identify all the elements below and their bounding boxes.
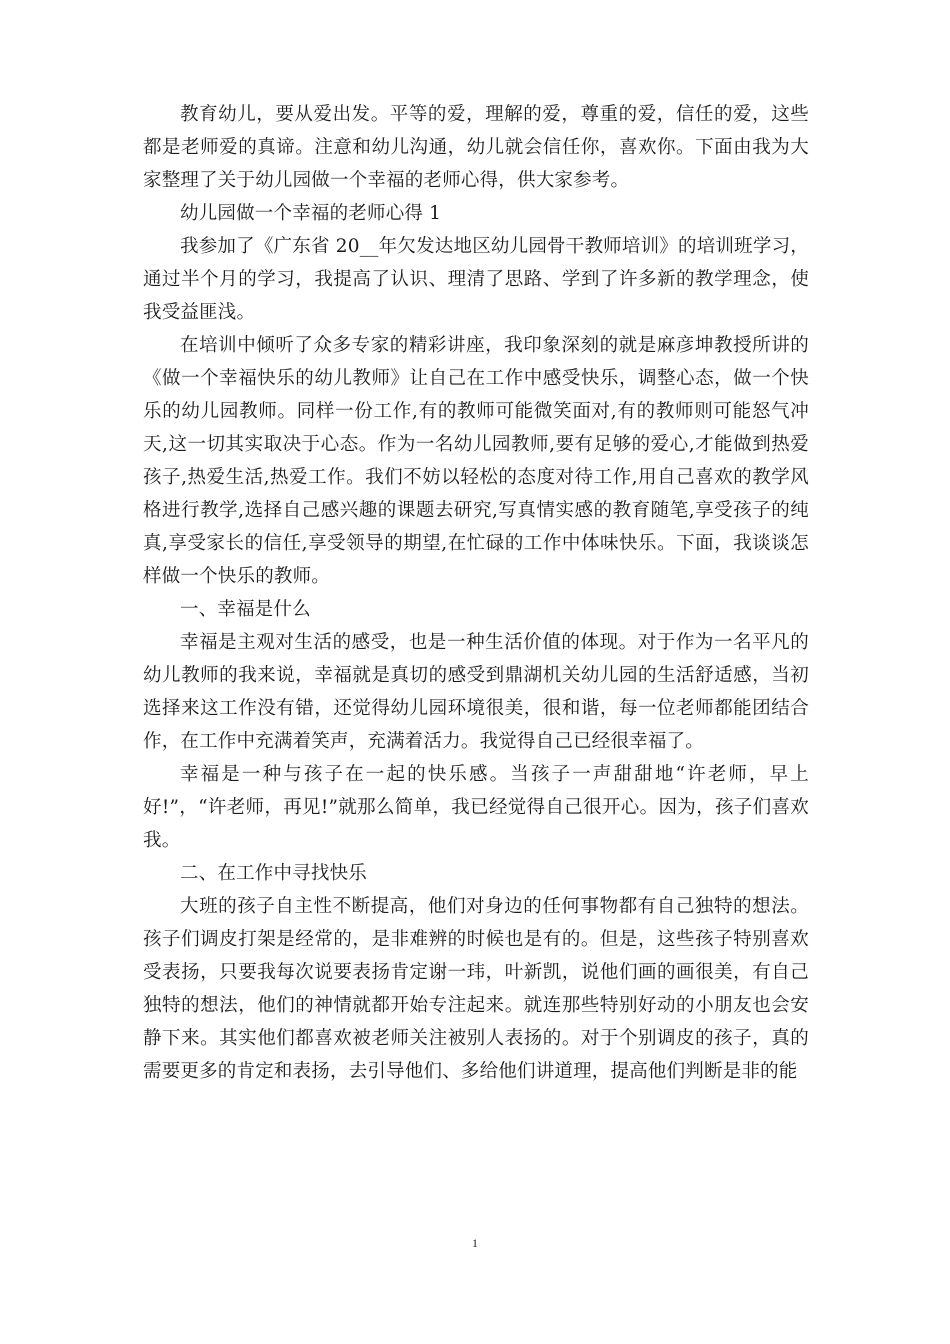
- paragraph-training: 我参加了《广东省 20__年欠发达地区幼儿园骨干教师培训》的培训班学习，通过半个月的学习，我提高了认识、理清了思路、学到了许多新的教学理念，使我受益匪浅。: [143, 236, 809, 323]
- subheading-what-is-happiness: 一、幸福是什么: [180, 599, 311, 620]
- intro-paragraph: 教育幼儿，要从爱出发。平等的爱，理解的爱，尊重的爱，信任的爱，这些都是老师爱的真谛。注意和幼儿沟通，幼儿就会信任你，喜欢你。下面由我为大家整理了关于幼儿园做一个幸福的老师心得，供大家参考。: [143, 104, 809, 191]
- paragraph-happiness-2: 幸福是一种与孩子在一起的快乐感。当孩子一声甜甜地“许老师，早上好!”，“许老师，再见!”就那么简单，我已经觉得自己很开心。因为，孩子们喜欢我。: [143, 764, 809, 851]
- paragraph-lecture: 在培训中倾听了众多专家的精彩讲座，我印象深刻的就是麻彦坤教授所讲的《做一个幸福快乐的幼儿教师》让自己在工作中感受快乐，调整心态，做一个快乐的幼儿园教师。同样一份工作,有的教师可能微笑面对,有的教师则可能怒气冲天,这一切其实取决于心态。作为一名幼儿园教师,要有足够的爱心,才能做到热爱孩子,热爱生活,热爱工作。我们不妨以轻松的态度对待工作,用自己喜欢的教学风格进行教学,选择自己感兴趣的课题去研究,写真情实感的教育随笔,享受孩子的纯真,享受家长的信任,享受领导的期望,在忙碌的工作中体味快乐。下面，我谈谈怎样做一个快乐的教师。: [143, 335, 809, 587]
- paragraph-happiness-1: 幸福是主观对生活的感受，也是一种生活价值的体现。对于作为一名平凡的幼儿教师的我来说，幸福就是真切的感受到鼎湖机关幼儿园的生活舒适感，当初选择来这工作没有错，还觉得幼儿园环境很美，很和谐，每一位老师都能团结合作，在工作中充满着笑声，充满着活力。我觉得自己已经很幸福了。: [143, 632, 809, 752]
- section-heading-1: 幼儿园做一个幸福的老师心得 1: [180, 203, 442, 224]
- document-body: [143, 98, 809, 1088]
- subheading-find-joy: 二、在工作中寻找快乐: [180, 863, 368, 884]
- page-number: 1: [472, 1236, 478, 1250]
- paragraph-big-class: 大班的孩子自主性不断提高，他们对身边的任何事物都有自己独特的想法。孩子们调皮打架是经常的，是非难辨的时候也是有的。但是，这些孩子特别喜欢受表扬，只要我每次说要表扬肯定谢一玮，叶新凯，说他们画的画很美，有自己独特的想法，他们的神情就都开始专注起来。就连那些特别好动的小朋友也会安静下来。其实他们都喜欢被老师关注被别人表扬的。对于个别调皮的孩子，真的需要更多的肯定和表扬，去引导他们、多给他们讲道理，提高他们判断是非的能: [143, 896, 809, 1082]
